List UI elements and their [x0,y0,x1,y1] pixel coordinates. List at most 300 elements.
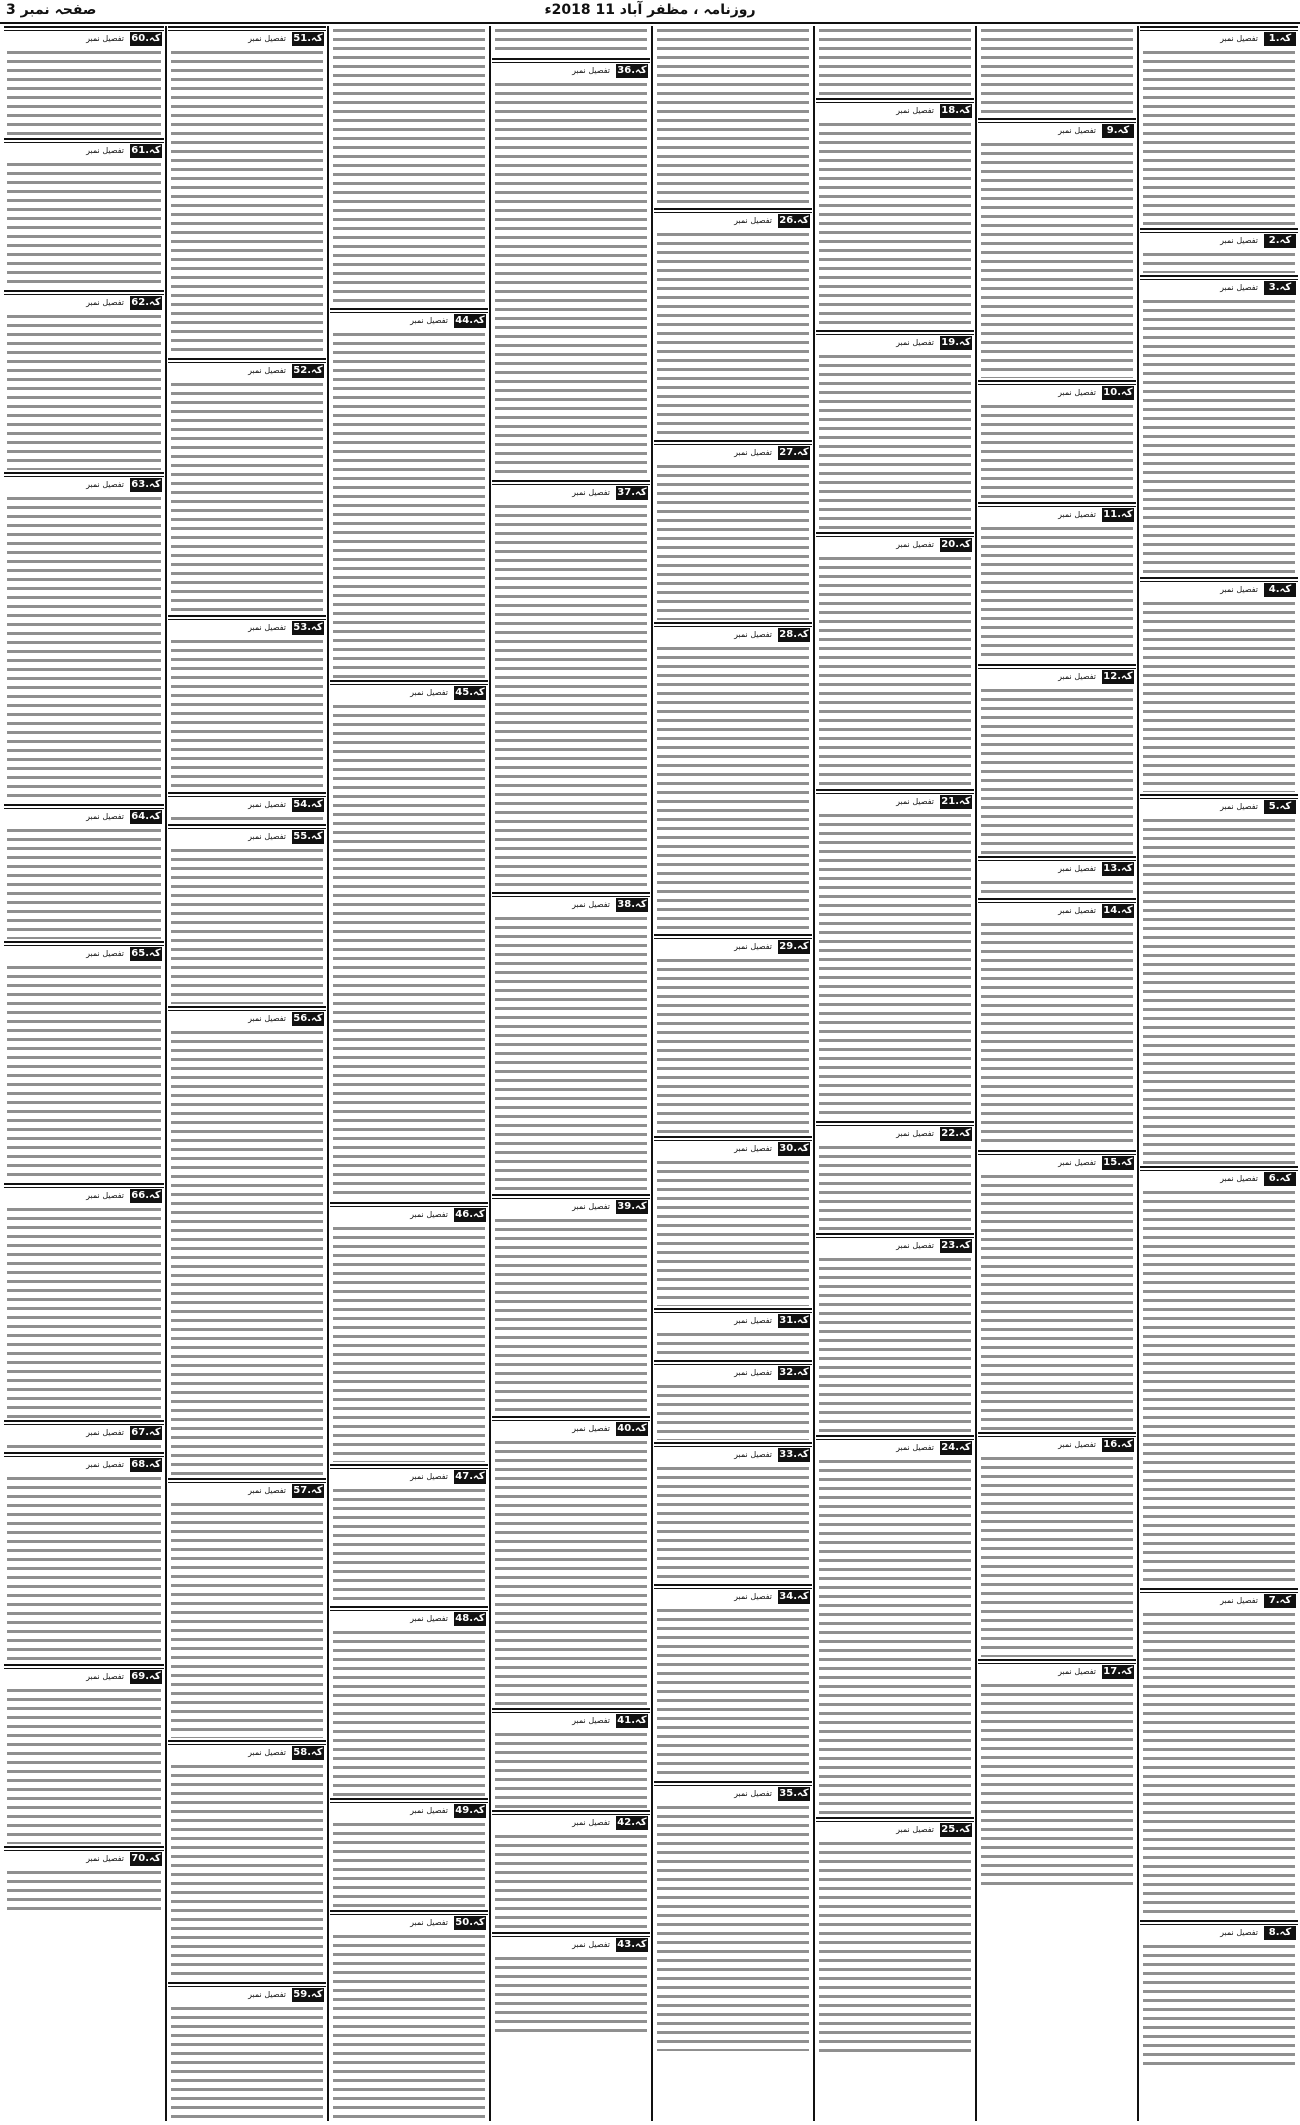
ad-separator [654,1360,812,1365]
ad-body-text-lines [981,920,1133,1148]
column-7 [168,26,326,2121]
ad-separator [654,440,812,445]
ad-separator [978,118,1136,123]
ad-number-tag: 53.کہ [293,622,323,633]
ad-body-text-lines [171,1028,323,1476]
ad-caption: تفصیل نمبر [86,812,124,821]
ad-number-tag: 58.کہ [293,1747,323,1758]
ad-separator [4,1664,164,1669]
ad-number-tag: 42.کہ [617,1817,647,1828]
ad-number-tag: 49.کہ [455,1805,485,1816]
ad-separator [330,1464,488,1469]
ad-number-tag: 60.کہ [131,33,161,44]
ad-caption: تفصیل نمبر [86,1854,124,1863]
ad-number-tag: 46.کہ [455,1209,485,1220]
ad-body-text-lines [819,811,971,1119]
ad-separator [492,1932,650,1937]
ad-number-tag: 15.کہ [1103,1157,1133,1168]
ad-number-tag: 20.کہ [941,539,971,550]
ad-number-tag: 67.کہ [131,1427,161,1438]
ad-number-tag: 8.کہ [1264,1926,1296,1940]
ad-number-tag: 47.کہ [455,1471,485,1482]
ad-caption: تفصیل نمبر [1058,126,1096,135]
ad-number-tag: 62.کہ [131,297,161,308]
ad-caption: تفصیل نمبر [734,1316,772,1325]
ad-separator [492,480,650,485]
ad-body-text-lines [819,1143,971,1231]
ad-caption: تفصیل نمبر [248,366,286,375]
ad-body-text-lines [333,1224,485,1462]
ad-body-text-lines [171,380,323,613]
ad-caption: تفصیل نمبر [734,216,772,225]
ad-number-tag: 26.کہ [779,215,809,226]
ad-number-tag: 22.کہ [941,1128,971,1139]
ad-caption: تفصیل نمبر [86,1428,124,1437]
ad-separator [816,1121,974,1126]
ad-body-text-lines [171,846,323,1004]
ad-separator [978,1432,1136,1437]
ad-caption: تفصیل نمبر [734,1789,772,1798]
ad-number-tag: 45.کہ [455,687,485,698]
ad-separator [168,824,326,829]
ad-body-text-lines [819,352,971,530]
ad-number-tag: 16.کہ [1103,1439,1133,1450]
column-5 [492,26,650,2121]
ad-number-tag: 66.کہ [131,1190,161,1201]
ad-caption: تفصیل نمبر [572,1716,610,1725]
ad-caption: تفصیل نمبر [410,1806,448,1815]
ad-body-text-lines [1143,1188,1295,1586]
ad-number-tag: 52.کہ [293,365,323,376]
ad-separator [4,941,164,946]
ad-number-tag: 6.کہ [1264,1172,1296,1186]
ad-separator [330,680,488,685]
ad-separator [168,358,326,363]
ad-body-text-lines [657,1382,809,1440]
column-3 [816,26,974,2121]
ad-caption: تفصیل نمبر [86,34,124,43]
ad-separator [978,380,1136,385]
ad-separator [816,532,974,537]
ad-caption: تفصیل نمبر [734,1368,772,1377]
ad-body-text-lines [657,1464,809,1582]
ad-caption: تفصیل نمبر [1058,510,1096,519]
ad-separator [168,792,326,797]
ad-caption: تفصیل نمبر [248,832,286,841]
ad-number-tag: 35.کہ [779,1788,809,1799]
ad-caption: تفصیل نمبر [734,1592,772,1601]
ad-number-tag: 23.کہ [941,1240,971,1251]
ad-number-tag: 10.کہ [1103,387,1133,398]
ad-body-text-lines [333,330,485,678]
ad-caption: تفصیل نمبر [1220,1596,1258,1605]
ad-caption: تفصیل نمبر [248,623,286,632]
ad-number-tag: 24.کہ [941,1442,971,1453]
ad-separator [654,1584,812,1589]
ad-body-text-lines [1143,250,1295,273]
ad-separator [654,1781,812,1786]
ad-separator [1140,1588,1298,1593]
ad-body-text-lines [7,1205,161,1418]
ad-number-tag: 3.کہ [1264,281,1296,295]
ad-caption: تفصیل نمبر [410,1918,448,1927]
ad-caption: تفصیل نمبر [896,1443,934,1452]
ad-caption: تفصیل نمبر [572,66,610,75]
ad-number-tag: 18.کہ [941,105,971,116]
ad-body-text-lines [657,1803,809,2051]
ad-separator [330,1910,488,1915]
ad-body-text-lines [1143,1942,1295,2070]
ad-caption: تفصیل نمبر [1220,236,1258,245]
ad-body-text-lines [1143,48,1295,226]
ad-body-text-lines [7,494,161,802]
ad-number-tag: 13.کہ [1103,863,1133,874]
ad-separator [330,1202,488,1207]
ad-separator [654,208,812,213]
column-rule [489,26,491,2121]
ad-separator [4,138,164,143]
ad-body-text-lines [1143,816,1295,1164]
ad-separator [492,1708,650,1713]
ad-number-tag: 28.کہ [779,629,809,640]
ad-body-text-lines [657,26,809,206]
ad-number-tag: 11.کہ [1103,509,1133,520]
ad-caption: تفصیل نمبر [1220,1928,1258,1937]
ad-body-text-lines [819,26,971,96]
ad-number-tag: 33.کہ [779,1449,809,1460]
ad-separator [4,472,164,477]
ad-caption: تفصیل نمبر [410,316,448,325]
ad-body-text-lines [333,1820,485,1908]
ad-separator [816,789,974,794]
masthead-dateline: روزنامہ ، مظفر آباد 11 2018ء [544,2,756,18]
ad-body-text-lines [7,963,161,1181]
ad-body-text-lines [981,140,1133,378]
ad-body-text-lines [819,120,971,328]
ad-number-tag: 40.کہ [617,1423,647,1434]
ad-body-text-lines [171,814,323,822]
ad-number-tag: 19.کہ [941,337,971,348]
ad-number-tag: 5.کہ [1264,800,1296,814]
ad-body-text-lines [657,462,809,620]
ad-caption: تفصیل نمبر [734,1144,772,1153]
page-header [0,0,1300,24]
ad-caption: تفصیل نمبر [734,1450,772,1459]
ad-body-text-lines [981,524,1133,662]
ad-body-text-lines [657,644,809,932]
ad-body-text-lines [7,160,161,288]
ad-caption: تفصیل نمبر [86,146,124,155]
ad-separator [492,892,650,897]
ad-separator [492,1416,650,1421]
ad-caption: تفصیل نمبر [248,800,286,809]
ad-number-tag: 29.کہ [779,941,809,952]
ad-caption: تفصیل نمبر [734,630,772,639]
ad-body-text-lines [981,402,1133,500]
ad-body-text-lines [495,914,647,1192]
ad-caption: تفصیل نمبر [896,1241,934,1250]
column-rule [975,26,977,2121]
ad-body-text-lines [819,1255,971,1433]
ad-separator [492,1194,650,1199]
ad-caption: تفصیل نمبر [1058,906,1096,915]
ad-separator [168,1006,326,1011]
ad-caption: تفصیل نمبر [248,1486,286,1495]
ad-number-tag: 59.کہ [293,1989,323,2000]
ad-body-text-lines [981,26,1133,116]
ad-caption: تفصیل نمبر [896,1825,934,1834]
ad-body-text-lines [495,1216,647,1414]
ad-number-tag: 1.کہ [1264,32,1296,46]
ad-body-text-lines [171,2004,323,2121]
ad-body-text-lines [171,48,323,356]
ad-number-tag: 64.کہ [131,811,161,822]
ad-body-text-lines [171,1500,323,1738]
ad-caption: تفصیل نمبر [896,106,934,115]
ad-caption: تفصیل نمبر [896,1129,934,1138]
column-2 [978,26,1136,2121]
ad-caption: تفصیل نمبر [896,540,934,549]
ad-caption: تفصیل نمبر [86,1672,124,1681]
column-rule [1137,26,1139,2121]
ad-body-text-lines [333,1486,485,1604]
column-4 [654,26,812,2121]
ad-separator [168,615,326,620]
ad-caption: تفصیل نمبر [1058,1440,1096,1449]
ad-separator [1140,228,1298,233]
ad-body-text-lines [171,637,323,790]
column-1 [1140,26,1298,2121]
ad-number-tag: 57.کہ [293,1485,323,1496]
ad-caption: تفصیل نمبر [248,34,286,43]
ad-caption: تفصیل نمبر [248,1990,286,1999]
ad-separator [1140,275,1298,280]
ad-body-text-lines [495,1954,647,2032]
column-rule [651,26,653,2121]
ad-body-text-lines [495,1832,647,1930]
ad-caption: تفصیل نمبر [410,1210,448,1219]
ad-body-text-lines [657,956,809,1134]
ad-body-text-lines [333,1932,485,2121]
ad-number-tag: 69.کہ [131,1671,161,1682]
ad-number-tag: 54.کہ [293,799,323,810]
ad-separator [168,1982,326,1987]
ad-body-text-lines [7,48,161,136]
ad-separator [330,1798,488,1803]
ad-separator [978,898,1136,903]
ad-caption: تفصیل نمبر [1058,1158,1096,1167]
ad-separator [4,1452,164,1457]
ad-number-tag: 30.کہ [779,1143,809,1154]
ad-separator [4,804,164,809]
ad-number-tag: 63.کہ [131,479,161,490]
ad-number-tag: 25.کہ [941,1824,971,1835]
ad-number-tag: 12.کہ [1103,671,1133,682]
ad-number-tag: 38.کہ [617,899,647,910]
ad-separator [4,1846,164,1851]
ad-caption: تفصیل نمبر [86,298,124,307]
ad-number-tag: 4.کہ [1264,583,1296,597]
ad-caption: تفصیل نمبر [734,942,772,951]
ad-number-tag: 2.کہ [1264,234,1296,248]
ad-separator [978,502,1136,507]
ad-separator [978,1659,1136,1664]
ad-number-tag: 7.کہ [1264,1594,1296,1608]
ad-separator [654,1136,812,1141]
ad-body-text-lines [657,1330,809,1358]
ad-number-tag: 61.کہ [131,145,161,156]
ad-body-text-lines [495,1438,647,1706]
ad-number-tag: 41.کہ [617,1715,647,1726]
ad-number-tag: 55.کہ [293,831,323,842]
ad-separator [1140,1920,1298,1925]
ad-separator [978,1150,1136,1155]
ad-number-tag: 37.کہ [617,487,647,498]
ad-body-text-lines [495,502,647,890]
ad-separator [816,330,974,335]
ad-caption: تفصیل نمبر [1058,1667,1096,1676]
ad-separator [654,934,812,939]
ad-separator [4,290,164,295]
ad-caption: تفصیل نمبر [1058,672,1096,681]
ad-separator [816,98,974,103]
ad-separator [1140,794,1298,799]
ad-body-text-lines [7,826,161,939]
ad-separator [654,1442,812,1447]
ad-caption: تفصیل نمبر [1220,1174,1258,1183]
ad-caption: تفصیل نمبر [248,1014,286,1023]
ad-number-tag: 43.کہ [617,1939,647,1950]
ad-number-tag: 34.کہ [779,1591,809,1602]
ad-number-tag: 51.کہ [293,33,323,44]
ad-separator [978,856,1136,861]
ad-separator [168,1478,326,1483]
ad-number-tag: 27.کہ [779,447,809,458]
ad-body-text-lines [495,26,647,56]
ad-separator [978,664,1136,669]
ad-body-text-lines [7,1686,161,1844]
ad-number-tag: 14.کہ [1103,905,1133,916]
ad-body-text-lines [657,1606,809,1779]
ad-caption: تفصیل نمبر [86,1191,124,1200]
ad-body-text-lines [333,702,485,1200]
ad-body-text-lines [819,554,971,787]
column-rule [165,26,167,2121]
ad-body-text-lines [7,1868,161,1916]
ad-caption: تفصیل نمبر [1220,802,1258,811]
ad-caption: تفصیل نمبر [1058,388,1096,397]
column-8 [4,26,164,2121]
ad-number-tag: 32.کہ [779,1367,809,1378]
ad-separator [330,308,488,313]
ad-body-text-lines [981,1681,1133,1889]
ad-body-text-lines [333,1628,485,1796]
ad-caption: تفصیل نمبر [572,1202,610,1211]
ad-caption: تفصیل نمبر [572,488,610,497]
ad-caption: تفصیل نمبر [572,1818,610,1827]
ad-separator [816,1817,974,1822]
ad-number-tag: 17.کہ [1103,1666,1133,1677]
ad-separator [654,622,812,627]
ad-separator [1140,26,1298,31]
ad-number-tag: 44.کہ [455,315,485,326]
ad-caption: تفصیل نمبر [896,338,934,347]
ad-caption: تفصیل نمبر [572,1424,610,1433]
ad-separator [816,1233,974,1238]
ad-separator [816,1435,974,1440]
ad-number-tag: 65.کہ [131,948,161,959]
ad-body-text-lines [657,230,809,438]
ad-body-text-lines [981,878,1133,896]
ad-separator [1140,1166,1298,1171]
ad-separator [168,26,326,31]
ad-body-text-lines [495,1730,647,1808]
ad-caption: تفصیل نمبر [86,949,124,958]
ad-caption: تفصیل نمبر [896,797,934,806]
ad-caption: تفصیل نمبر [410,1614,448,1623]
ad-separator [654,1308,812,1313]
ad-number-tag: 31.کہ [779,1315,809,1326]
ad-caption: تفصیل نمبر [410,1472,448,1481]
ad-caption: تفصیل نمبر [1220,585,1258,594]
ad-caption: تفصیل نمبر [86,1460,124,1469]
ad-body-text-lines [171,1762,323,1980]
ad-body-text-lines [333,26,485,306]
ad-body-text-lines [1143,1610,1295,1918]
ad-body-text-lines [1143,297,1295,575]
ad-number-tag: 56.کہ [293,1013,323,1024]
ad-body-text-lines [981,686,1133,854]
ad-caption: تفصیل نمبر [572,900,610,909]
ad-separator [330,1606,488,1611]
ad-number-tag: 9.کہ [1102,124,1134,138]
ad-caption: تفصیل نمبر [1220,283,1258,292]
ad-caption: تفصیل نمبر [734,448,772,457]
ad-caption: تفصیل نمبر [410,688,448,697]
ad-caption: تفصیل نمبر [86,480,124,489]
ad-number-tag: 21.کہ [941,796,971,807]
ad-number-tag: 39.کہ [617,1201,647,1212]
ad-caption: تفصیل نمبر [1058,864,1096,873]
ad-separator [492,1810,650,1815]
ad-caption: تفصیل نمبر [248,1748,286,1757]
ad-body-text-lines [495,80,647,478]
ad-number-tag: 48.کہ [455,1613,485,1624]
ad-body-text-lines [1143,599,1295,792]
ad-separator [4,1420,164,1425]
ad-caption: تفصیل نمبر [1220,34,1258,43]
column-rule [813,26,815,2121]
ad-number-tag: 50.کہ [455,1917,485,1928]
column-rule [327,26,329,2121]
ad-number-tag: 70.کہ [131,1853,161,1864]
ad-body-text-lines [657,1158,809,1306]
ad-number-tag: 68.کہ [131,1459,161,1470]
ad-number-tag: 36.کہ [617,65,647,76]
ad-body-text-lines [7,312,161,470]
ad-separator [4,1183,164,1188]
ad-separator [1140,577,1298,582]
ad-separator [4,26,164,31]
column-6 [330,26,488,2121]
ad-body-text-lines [981,1454,1133,1657]
ad-body-text-lines [819,1839,971,2057]
page-number: صفحہ نمبر 3 [6,2,97,18]
ad-body-text-lines [981,1172,1133,1430]
ad-separator [168,1740,326,1745]
ad-body-text-lines [7,1442,161,1450]
ad-caption: تفصیل نمبر [572,1940,610,1949]
